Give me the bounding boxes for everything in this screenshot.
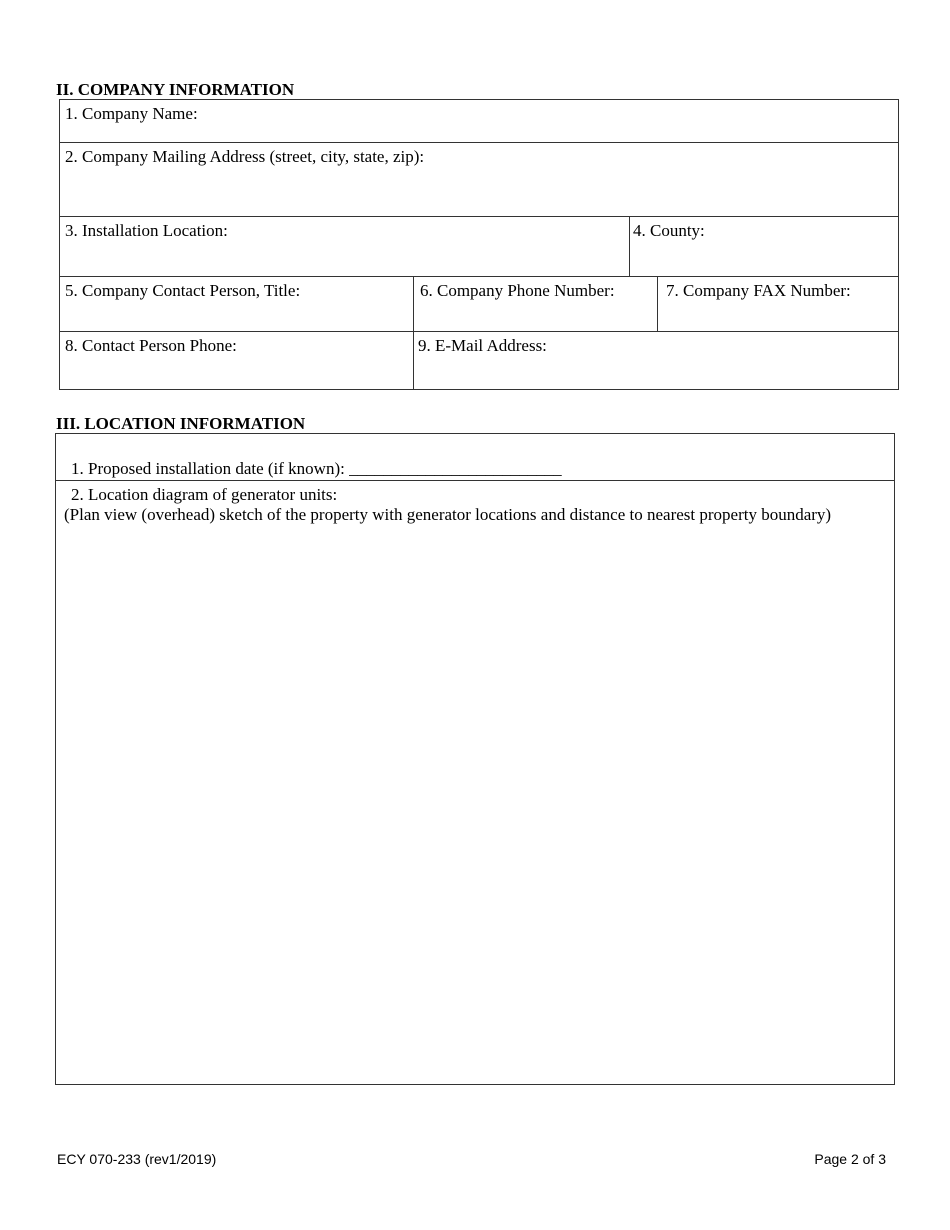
county-field[interactable] — [629, 216, 899, 277]
company-name-label: 1. Company Name: — [65, 104, 198, 123]
company-name-field[interactable] — [59, 99, 899, 143]
contact-person-label: 5. Company Contact Person, Title: — [65, 281, 301, 300]
company-fax-field[interactable] — [657, 276, 899, 332]
location-diagram-area[interactable] — [55, 480, 895, 1085]
contact-phone-field[interactable] — [59, 331, 414, 390]
email-label: 9. E-Mail Address: — [418, 336, 547, 355]
contact-person-field[interactable] — [59, 276, 414, 332]
section-iii-title: III. LOCATION INFORMATION — [56, 414, 306, 433]
installation-location-label: 3. Installation Location: — [65, 221, 228, 240]
section-ii-title: II. COMPANY INFORMATION — [56, 80, 295, 99]
install-date-field[interactable] — [55, 433, 895, 481]
mailing-address-label: 2. Company Mailing Address (street, city, state, zip): — [65, 147, 425, 166]
installation-location-field[interactable] — [59, 216, 630, 277]
page-number: Page 2 of 3 — [814, 1151, 886, 1167]
email-field[interactable] — [413, 331, 899, 390]
company-phone-field[interactable] — [413, 276, 658, 332]
install-date-label: 1. Proposed installation date (if known): _________________________ — [71, 459, 562, 478]
location-diagram-note: (Plan view (overhead) sketch of the property with generator locations and distance to nearest property boundary) — [64, 505, 832, 524]
company-fax-label: 7. Company FAX Number: — [666, 281, 851, 300]
company-phone-label: 6. Company Phone Number: — [420, 281, 615, 300]
location-diagram-label: 2. Location diagram of generator units: — [71, 485, 338, 504]
county-label: 4. County: — [633, 221, 705, 240]
form-id: ECY 070-233 (rev1/2019) — [57, 1151, 217, 1167]
mailing-address-field[interactable] — [59, 142, 899, 217]
contact-phone-label: 8. Contact Person Phone: — [65, 336, 237, 355]
